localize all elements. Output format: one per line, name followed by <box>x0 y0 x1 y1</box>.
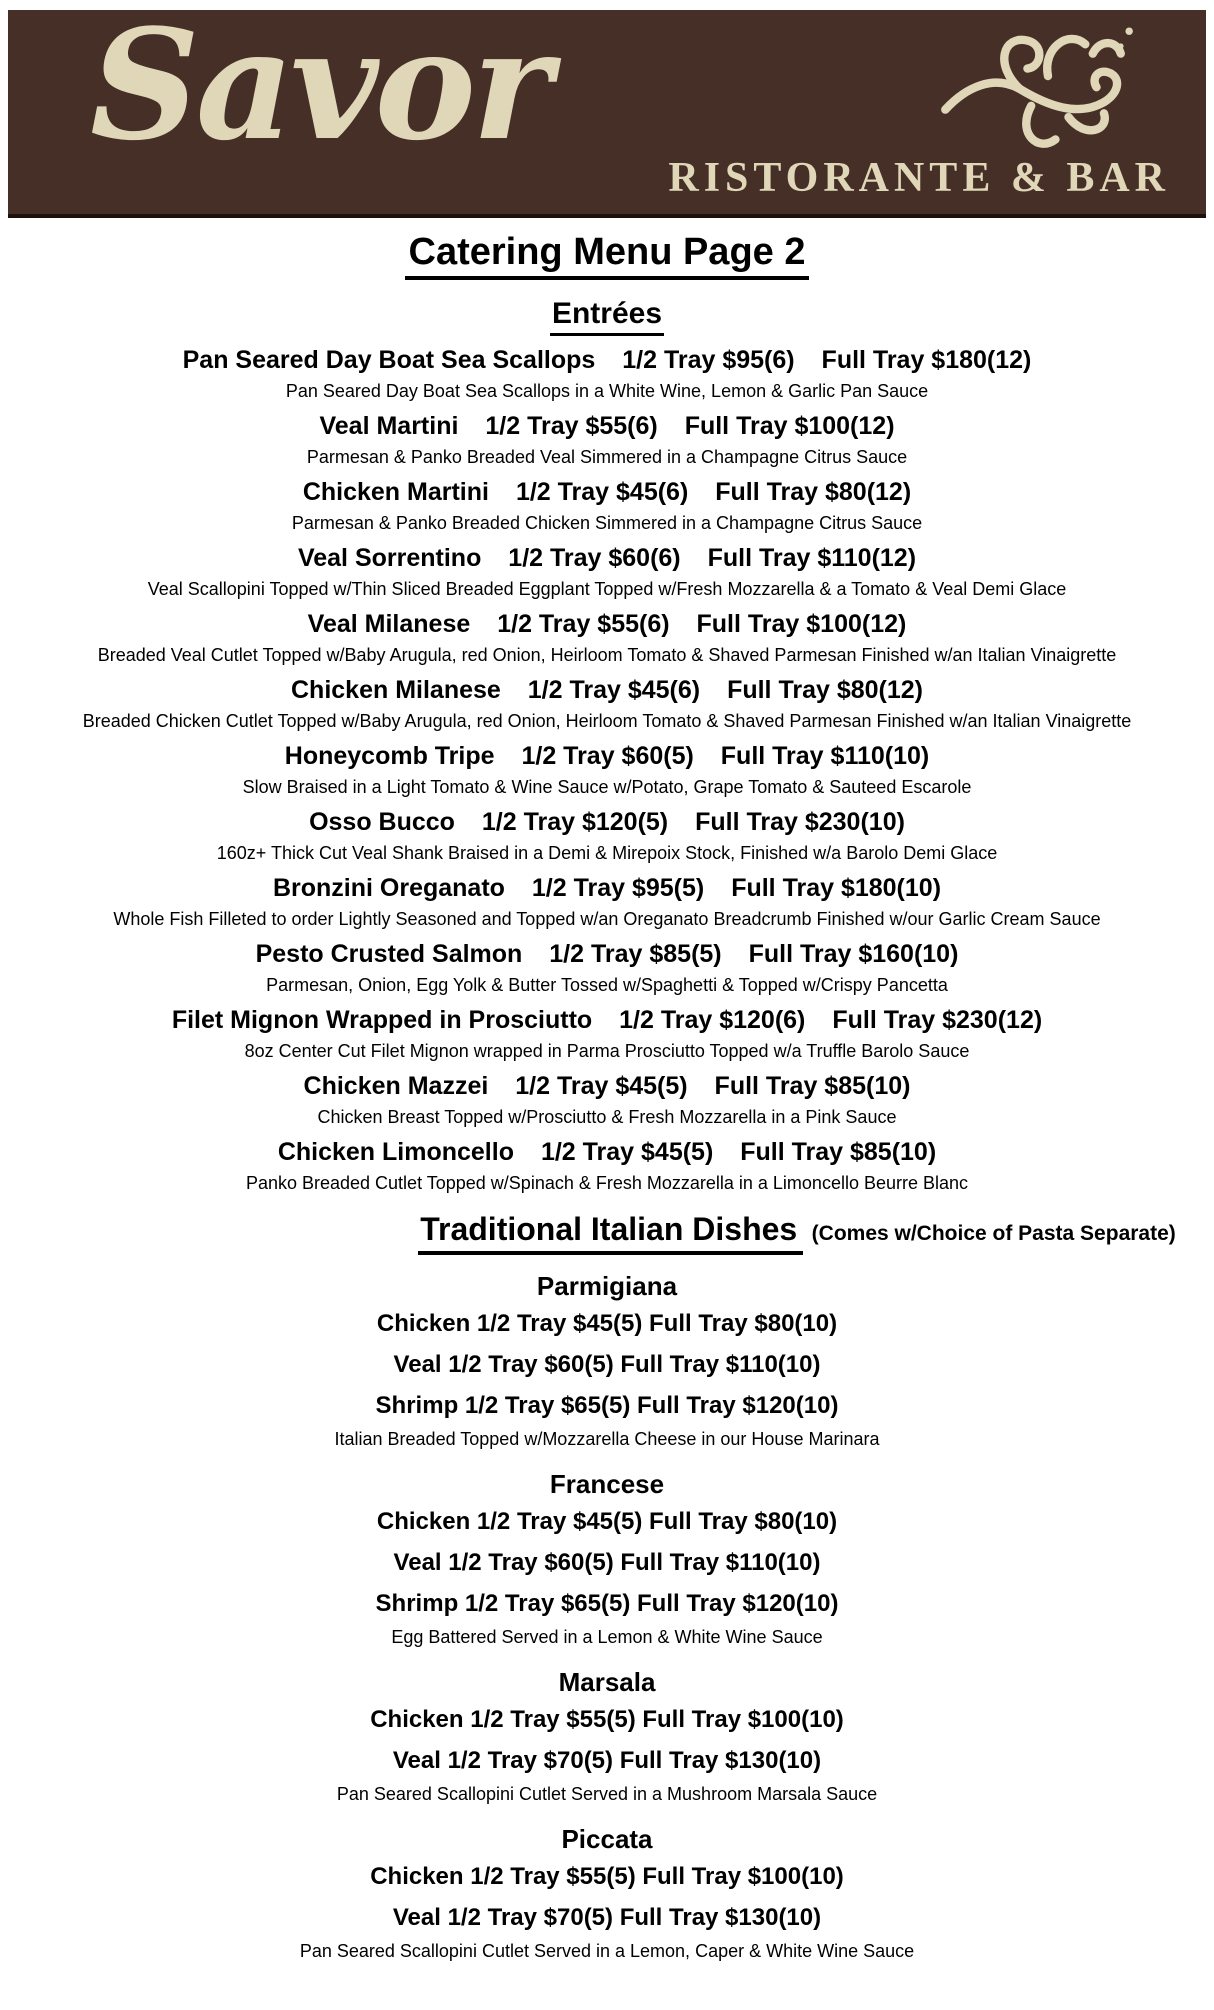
menu-item-full-tray-price: Full Tray $80(12) <box>715 478 912 506</box>
subsection-veal-price-line: Veal 1/2 Tray $70(5) Full Tray $130(10) <box>392 1904 822 1931</box>
menu-item-full-tray-price: Full Tray $85(10) <box>714 1072 911 1100</box>
menu-item-full-tray-price: Full Tray $110(12) <box>707 544 917 572</box>
menu-item-half-tray-price: 1/2 Tray $45(6) <box>515 478 689 506</box>
entrees-heading-text: Entrées <box>550 296 664 336</box>
menu-item-title <box>0 674 1214 707</box>
menu-item-full-tray-price: Full Tray $160(10) <box>748 940 959 968</box>
traditional-subsection-list <box>0 1269 1214 1965</box>
menu-item-description: Pan Seared Day Boat Sea Scallops in a White Wine, Lemon & Garlic Pan Sauce <box>285 381 929 401</box>
menu-item-full-tray-price: Full Tray $180(12) <box>821 346 1032 374</box>
menu-item-half-tray-price: 1/2 Tray $120(5) <box>481 808 669 836</box>
subsection-description: Italian Breaded Topped w/Mozzarella Cheese in our House Marinara <box>334 1429 880 1449</box>
menu-item-title <box>0 542 1214 575</box>
menu-item-full-tray-price: Full Tray $100(12) <box>696 610 907 638</box>
flourish-ornament-icon <box>933 20 1148 160</box>
menu-item-half-tray-price: 1/2 Tray $55(6) <box>485 412 658 440</box>
menu-item-full-tray-price: Full Tray $180(10) <box>731 874 942 902</box>
menu-item-description: 8oz Center Cut Filet Mignon wrapped in Parma Prosciutto Topped w/a Truffle Barolo Sauce <box>244 1041 970 1061</box>
menu-item-description: Slow Braised in a Light Tomato & Wine Sauce w/Potato, Grape Tomato & Sauteed Escarole <box>242 777 972 797</box>
menu-item-name: Chicken Martini <box>302 478 489 506</box>
subsection-veal-price-line: Veal 1/2 Tray $60(5) Full Tray $110(10) <box>393 1351 821 1378</box>
menu-item-title <box>0 740 1214 773</box>
menu-item-full-tray-price: Full Tray $110(10) <box>720 742 930 770</box>
traditional-italian-dishes-heading <box>190 1209 1214 1255</box>
menu-item-full-tray-price: Full Tray $230(10) <box>695 808 905 836</box>
menu-item-half-tray-price: 1/2 Tray $45(5) <box>515 1072 688 1100</box>
menu-item <box>0 674 1214 735</box>
menu-item-description: Parmesan & Panko Breaded Veal Simmered in a Champagne Citrus Sauce <box>306 447 908 467</box>
subsection-name: Piccata <box>561 1824 653 1854</box>
menu-item-description: Chicken Breast Topped w/Prosciutto & Fresh Mozzarella in a Pink Sauce <box>317 1107 897 1127</box>
menu-item-title <box>0 344 1214 377</box>
menu-item-title <box>0 1136 1214 1169</box>
menu-item-title <box>0 1004 1214 1037</box>
menu-item-name: Chicken Limoncello <box>277 1138 514 1166</box>
menu-item-description: Breaded Chicken Cutlet Topped w/Baby Arugula, red Onion, Heirloom Tomato & Shaved Parmesan Finished w/an Italian Vinaigrette <box>82 711 1132 731</box>
menu-item <box>0 476 1214 537</box>
menu-item-description: Veal Scallopini Topped w/Thin Sliced Breaded Eggplant Topped w/Fresh Mozzarella & a Tomato & Veal Demi Glace <box>147 579 1067 599</box>
menu-item-name: Pan Seared Day Boat Sea Scallops <box>182 346 596 374</box>
menu-item-description: Whole Fish Filleted to order Lightly Seasoned and Topped w/an Oreganato Breadcrumb Finished w/our Garlic Cream Sauce <box>113 909 1101 929</box>
traditional-heading-note: (Comes w/Choice of Pasta Separate) <box>811 1222 1176 1245</box>
menu-item <box>0 740 1214 801</box>
menu-item <box>0 872 1214 933</box>
menu-item-name: Filet Mignon Wrapped in Prosciutto <box>171 1006 593 1034</box>
menu-item-title <box>0 806 1214 839</box>
entree-list <box>0 344 1214 1197</box>
menu-item-title <box>0 410 1214 443</box>
traditional-heading-text: Traditional Italian Dishes <box>418 1209 803 1255</box>
menu-item <box>0 1136 1214 1197</box>
menu-item-name: Pesto Crusted Salmon <box>255 940 523 968</box>
traditional-subsection <box>0 1665 1214 1808</box>
menu-item-half-tray-price: 1/2 Tray $60(6) <box>508 544 681 572</box>
subsection-veal-price-line: Veal 1/2 Tray $60(5) Full Tray $110(10) <box>393 1549 821 1576</box>
subsection-description: Pan Seared Scallopini Cutlet Served in a Lemon, Caper & White Wine Sauce <box>299 1941 915 1961</box>
menu-item-half-tray-price: 1/2 Tray $60(5) <box>521 742 694 770</box>
menu-item-half-tray-price: 1/2 Tray $85(5) <box>549 940 722 968</box>
subsection-name: Parmigiana <box>536 1271 678 1301</box>
menu-item-half-tray-price: 1/2 Tray $45(5) <box>540 1138 714 1166</box>
menu-item-title <box>0 608 1214 641</box>
menu-item <box>0 542 1214 603</box>
restaurant-tagline: RISTORANTE & BAR <box>668 155 1170 201</box>
menu-item-name: Bronzini Oreganato <box>272 874 505 902</box>
menu-item-half-tray-price: 1/2 Tray $45(6) <box>527 676 701 704</box>
menu-item-name: Osso Bucco <box>309 808 455 836</box>
subsection-description: Egg Battered Served in a Lemon & White Wine Sauce <box>391 1627 823 1647</box>
page-title <box>0 230 1214 280</box>
menu-item-title <box>0 872 1214 905</box>
menu-item-half-tray-price: 1/2 Tray $95(6) <box>622 346 795 374</box>
menu-item-description: 160z+ Thick Cut Veal Shank Braised in a Demi & Mirepoix Stock, Finished w/a Barolo Demi Glace <box>216 843 998 863</box>
restaurant-logo: Savor <box>90 0 549 174</box>
subsection-shrimp-price-line: Shrimp 1/2 Tray $65(5) Full Tray $120(10) <box>375 1590 839 1617</box>
traditional-subsection <box>0 1822 1214 1965</box>
menu-item-description: Parmesan & Panko Breaded Chicken Simmered in a Champagne Citrus Sauce <box>291 513 923 533</box>
traditional-subsection <box>0 1269 1214 1453</box>
page-title-text: Catering Menu Page 2 <box>405 230 810 280</box>
menu-item-description: Breaded Veal Cutlet Topped w/Baby Arugula, red Onion, Heirloom Tomato & Shaved Parmesan Finished w/an Italian Vinaigrette <box>97 645 1117 665</box>
subsection-description: Pan Seared Scallopini Cutlet Served in a Mushroom Marsala Sauce <box>336 1784 878 1804</box>
menu-item <box>0 410 1214 471</box>
menu-item-half-tray-price: 1/2 Tray $55(6) <box>497 610 670 638</box>
menu-item <box>0 344 1214 405</box>
menu-item <box>0 806 1214 867</box>
menu-item-name: Honeycomb Tripe <box>284 742 495 770</box>
menu-item-title <box>0 1070 1214 1103</box>
menu-item-description: Panko Breaded Cutlet Topped w/Spinach & Fresh Mozzarella in a Limoncello Beurre Blanc <box>245 1173 969 1193</box>
subsection-name: Francese <box>549 1469 665 1499</box>
menu-item-half-tray-price: 1/2 Tray $120(6) <box>619 1006 806 1034</box>
subsection-chicken-price-line: Chicken 1/2 Tray $55(5) Full Tray $100(10) <box>370 1706 844 1733</box>
subsection-veal-price-line: Veal 1/2 Tray $70(5) Full Tray $130(10) <box>392 1747 822 1774</box>
subsection-chicken-price-line: Chicken 1/2 Tray $55(5) Full Tray $100(10) <box>370 1863 844 1890</box>
entrees-heading <box>0 296 1214 336</box>
menu-item <box>0 1004 1214 1065</box>
menu-item-full-tray-price: Full Tray $80(12) <box>727 676 923 704</box>
menu-item <box>0 608 1214 669</box>
traditional-subsection <box>0 1467 1214 1651</box>
menu-item-full-tray-price: Full Tray $85(10) <box>740 1138 937 1166</box>
menu-item-name: Chicken Mazzei <box>303 1072 489 1100</box>
menu-item-name: Veal Sorrentino <box>297 544 482 572</box>
subsection-chicken-price-line: Chicken 1/2 Tray $45(5) Full Tray $80(10) <box>376 1508 838 1535</box>
restaurant-banner <box>8 0 1206 218</box>
menu-item <box>0 938 1214 999</box>
menu-item-full-tray-price: Full Tray $100(12) <box>684 412 895 440</box>
menu-item-name: Veal Milanese <box>307 610 471 638</box>
menu-item-description: Parmesan, Onion, Egg Yolk & Butter Tossed w/Spaghetti & Topped w/Crispy Pancetta <box>266 975 948 995</box>
menu-item-full-tray-price: Full Tray $230(12) <box>832 1006 1043 1034</box>
subsection-shrimp-price-line: Shrimp 1/2 Tray $65(5) Full Tray $120(10) <box>375 1392 839 1419</box>
menu-item <box>0 1070 1214 1131</box>
menu-item-name: Chicken Milanese <box>291 676 501 704</box>
menu-item-name: Veal Martini <box>319 412 459 440</box>
menu-item-half-tray-price: 1/2 Tray $95(5) <box>531 874 705 902</box>
menu-item-title <box>0 476 1214 509</box>
menu-item-title <box>0 938 1214 971</box>
subsection-chicken-price-line: Chicken 1/2 Tray $45(5) Full Tray $80(10) <box>376 1310 838 1337</box>
subsection-name: Marsala <box>558 1667 656 1697</box>
